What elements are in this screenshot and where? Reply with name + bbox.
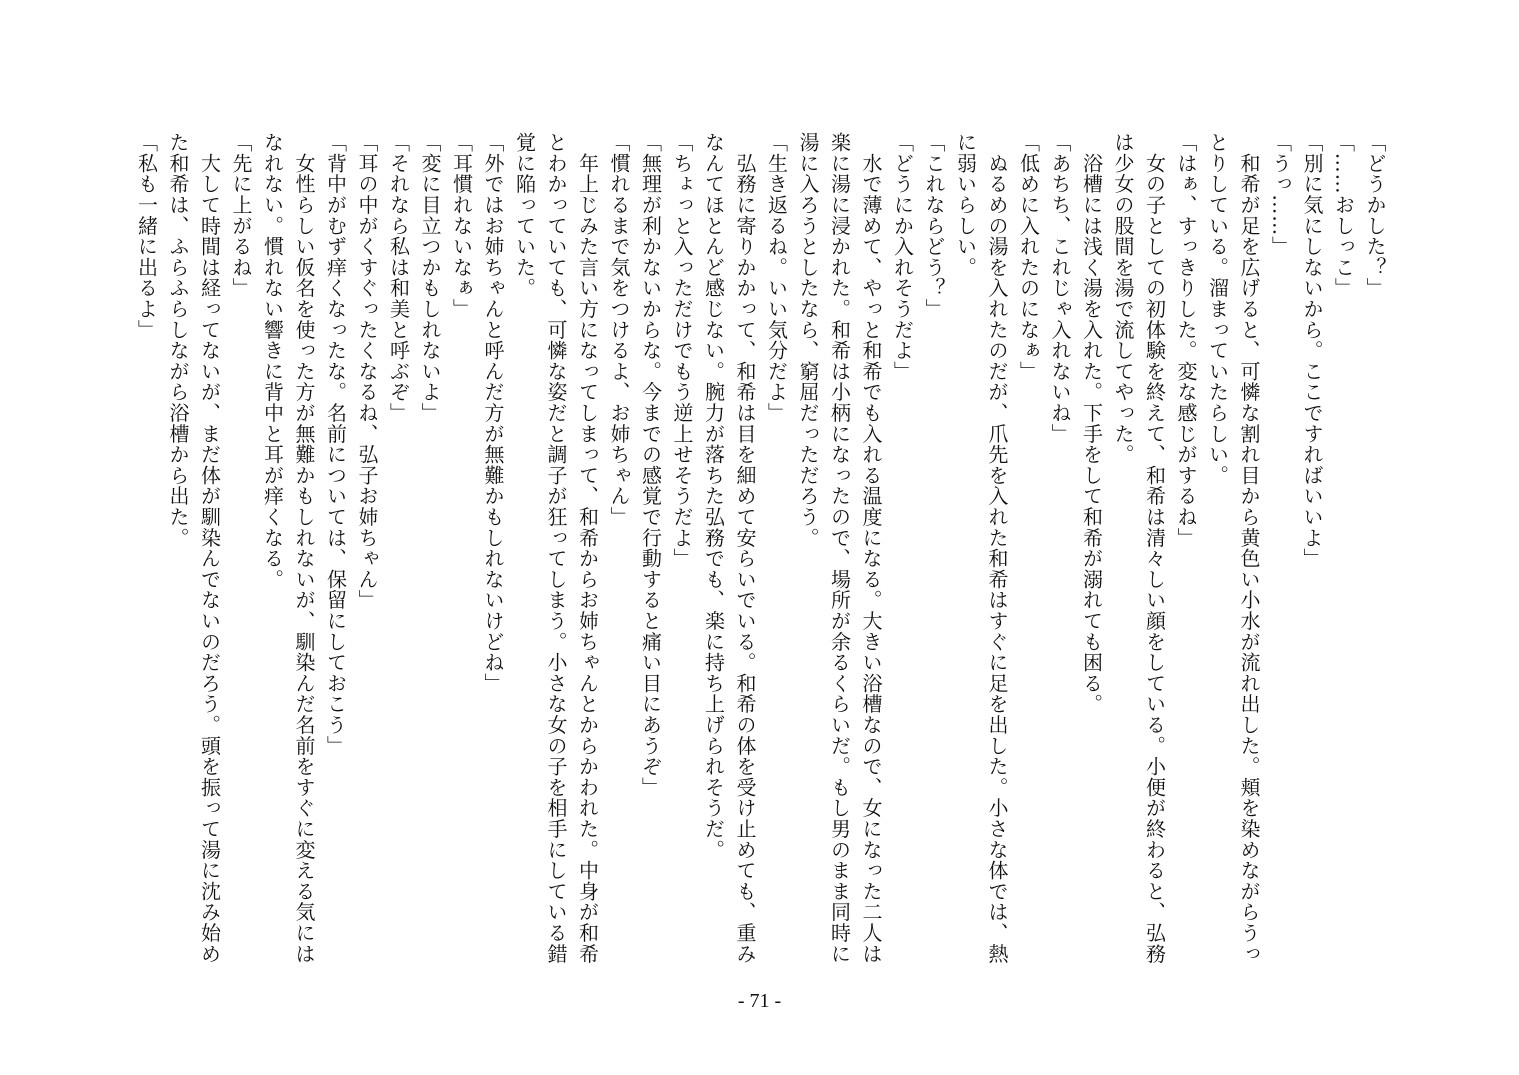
text-line: た和希は、ふらふらしながら浴槽から出た。 xyxy=(166,132,190,548)
text-line: 女の子としての初体験を終えて、和希は清々しい顔をしている。小便が終わると、弘務 xyxy=(1142,132,1167,964)
text-line: とわかっていても、可憐な姿だと調子が狂ってしまう。小さな女の子を相手にしている錯 xyxy=(544,132,568,964)
text-line: 「無理が利かないからな。今までの感覚で行動すると痛い目にあうぞ」 xyxy=(638,132,663,798)
text-line: 「これならどう？」 xyxy=(922,132,946,320)
page-number: - 71 - xyxy=(737,990,782,1012)
text-line: 「生き返るね。いい気分だよ」 xyxy=(764,132,789,424)
text-line: 「先に上がるね」 xyxy=(229,132,253,299)
text-line: は少女の股間を湯で流してやった。 xyxy=(1111,132,1135,465)
text-line: 「慣れるまで気をつけるよ、お姉ちゃん」 xyxy=(607,132,631,528)
text-line: 「どうにか入れそうだよ」 xyxy=(890,132,915,382)
body-text xyxy=(130,132,1390,982)
text-line: 「私も一緒に出るよ」 xyxy=(134,132,159,340)
text-line: 「それなら私は和美と呼ぶぞ」 xyxy=(386,132,411,424)
text-line: なれない。慣れない響きに背中と耳が痒くなる。 xyxy=(260,132,285,590)
text-line: 「……おしっこ」 xyxy=(1331,132,1356,299)
text-line: 大して時間は経ってないが、まだ体が馴染んでないのだろう。頭を振って湯に沈み始め xyxy=(197,132,222,964)
text-line: 「どうかした？」 xyxy=(1363,132,1387,299)
text-line: 「背中がむず痒くなったな。名前については、保留にしておこう」 xyxy=(323,132,348,756)
text-line: 「変に目立つかもしれないよ」 xyxy=(418,132,442,424)
text-line: なんてほとんど感じない。腕力が落ちた弘務でも、楽に持ち上げられそうだ。 xyxy=(701,132,726,860)
text-line: 「低めに入れたのになぁ」 xyxy=(1016,132,1041,382)
text-line: 女性らしい仮名を使った方が無難かもしれないが、馴染んだ名前をすぐに変える気には xyxy=(292,132,316,964)
text-line: 「耳慣れないなぁ」 xyxy=(449,132,474,320)
text-line: 楽に湯に浸かれた。和希は小柄になったので、場所が余るくらいだ。もし男のまま同時に xyxy=(827,132,852,964)
text-line: 和希が足を広げると、可憐な割れ目から黄色い小水が流れ出した。頬を染めながらうっ xyxy=(1237,132,1261,964)
text-line: とりしている。溜まっていたらしい。 xyxy=(1205,132,1230,486)
text-line: 覚に陥っていた。 xyxy=(512,132,537,299)
text-line: ぬるめの湯を入れたのだが、爪先を入れた和希はすぐに足を出した。小さな体では、熱 xyxy=(985,132,1009,964)
text-line: 「外ではお姉ちゃんと呼んだ方が無難かもしれないけどね」 xyxy=(481,132,505,694)
text-line: 「ちょっと入っただけでもう逆上せそうだよ」 xyxy=(670,132,694,569)
text-line: に弱いらしい。 xyxy=(953,132,978,278)
text-line: 湯に入ろうとしたなら、窮屈だっただろう。 xyxy=(796,132,820,548)
text-line: 「あちち、これじゃ入れないね」 xyxy=(1048,132,1072,444)
text-line: 「耳の中がくすぐったくなるね、弘子お姉ちゃん」 xyxy=(355,132,379,611)
text-line: 浴槽には浅く湯を入れた。下手をして和希が溺れても困る。 xyxy=(1079,132,1104,715)
text-line: 「はぁ、すっきりした。変な感じがするね」 xyxy=(1174,132,1198,548)
text-line: 水で薄めて、やっと和希でも入れる温度になる。大きい浴槽なので、女になった二人は xyxy=(859,132,883,964)
text-line: 「別に気にしないから。ここですればいいよ」 xyxy=(1300,132,1324,569)
text-line: 「うっ……」 xyxy=(1268,132,1293,257)
text-line: 弘務に寄りかかって、和希は目を細めて安らいでいる。和希の体を受け止めても、重み xyxy=(733,132,757,964)
text-line: 年上じみた言い方になってしまって、和希からお姉ちゃんとからかわれた。中身が和希 xyxy=(575,132,600,964)
